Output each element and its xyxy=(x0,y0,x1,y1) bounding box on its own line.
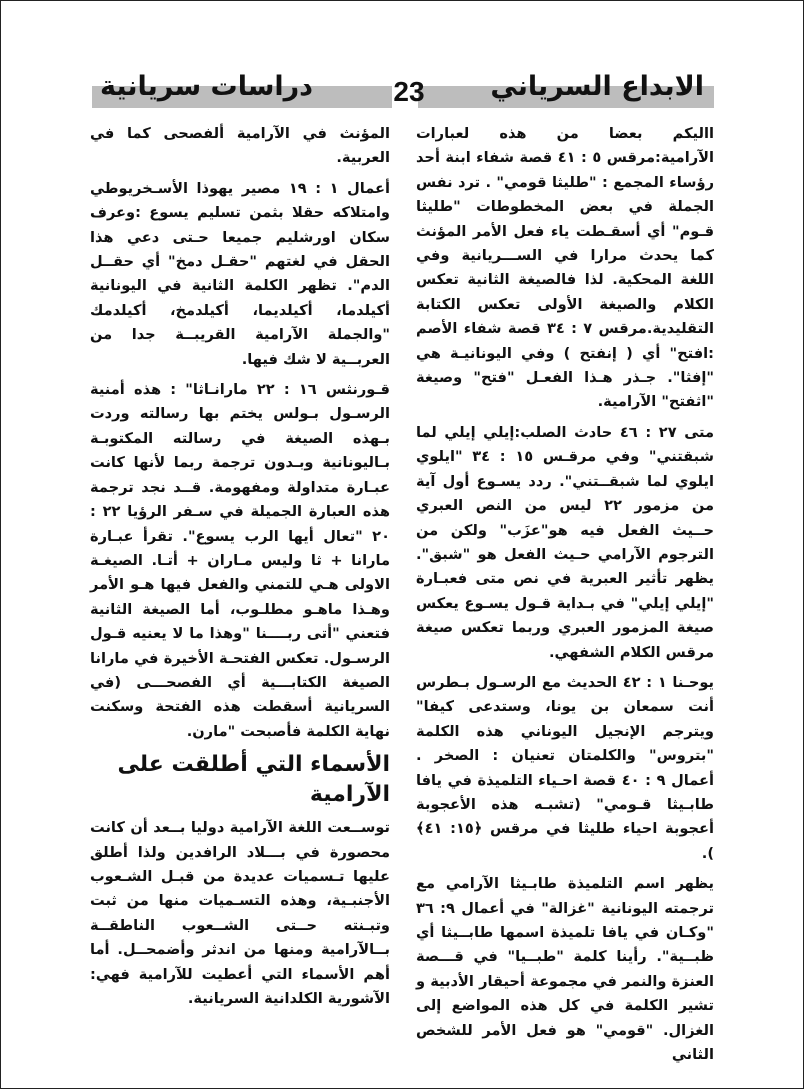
paragraph: قـورنثس ١٦ : ٢٢ مارانـاثا" : هذه أمنية الرسـول بـولس يختم بها رسالته وردت بـهذه الصيغة في رسالته المكتوبـة بـاليونانية وبـدون ترجمة ربما لأنها كانت عبـارة متداولة ومفهومة. قــد نجد ترجمة هذه العبارة الجميلة في سـفر الرؤيا ٢٢ : ٢٠ "تعال أيها الرب يسوع". تقرأ عبـارة مارانا + ثا وليس مـاران + أتـا. الصيغـة الاولى هـي للتمني والفعل فيها هـو الأمر وهـذا ماهـو مطلـوب، أما الصيغة الثانية فتعني "أتى ربــــنا "وهذا ما لا يعنيه قـول الرسـول. تعكس الفتحـة الأخيرة في مارانا الصيغة الكتابـــية أي الفصحـــى (في السريانية أسقطت هذه الفتحة وسكنت نهاية الكلمة فأصبحت "مارن. xyxy=(90,381,390,740)
section-title: دراسات سريانية xyxy=(100,71,314,102)
page-number: 23 xyxy=(393,76,425,107)
paragraph: المؤنث في الآرامية ألفصحى كما في العربية. xyxy=(90,125,390,167)
magazine-title: الابداع السرياني xyxy=(490,71,704,102)
page-header xyxy=(0,70,804,120)
paragraph: يظهر اسم التلميذة طابـيثا الآرامي مع ترجمته اليونانية "غزالة" في أعمال ٩: ٣٦ "وكـان في يافا تلميذة اسمها طابــيثا أي ظبــية". رأينا كلمة "طبــيا" في قـــصة العنزة والنمر في مجموعة أحيقار الأدبية و تشير الكلمة في كل هذه المواضع إلى الغزال. "قومي" هو فعل الأمر للشخص الثاني xyxy=(416,875,714,1064)
paragraph: االيكم بعضا من هذه لعبارات الآرامية:مرقس ٥ : ٤١ قصة شفاء ابنة أحد رؤساء المجمع : "طليثا قومي" . ترد نفس الجملة في بعض المخطوطات "طليثا قـوم" أي أسقـطت ياء فعل الأمر المؤنث كما يحدث مرارا في الســـريانية وفي اللغة المحكية. لذا فالصيغة الثانية تعكس الكلام والصيغة الأولى تعكس الكتابة التقليدية.مرقس ٧ : ٣٤ قصة شفاء الأصم :افتح" أي ( إنفتح ) وفي اليونانيـة هي "إفثا". جـذر هـذا الفعـل "فتح" وصيغة "اثفتح" الآرامية. xyxy=(416,125,714,411)
paragraph: توســعت اللغة الآرامية دوليا بــعد أن كانت محصورة في بـــلاد الرافدين ولذا أطلق عليها تـسميات عديدة من قبـل الشـعوب الأجنبـية، وهذه التسـميات منها من ثبت وتبـنته حــتى الشــعوب الناطقــة بــالآرامية ومنها من اندثر وأضمحــل. أما أهم الأسماء التي أعطيت للآرامية فهي: الآشورية الكلدانية السريانية. xyxy=(90,819,390,1007)
paragraph: يوحـنا ١ : ٤٢ الحديث مع الرسـول بـطرس أنت سمعان بن يونا، وستدعى كيفا" ويترجم الإنجيل اليوناني هذه الكلمة "بتروس" والكلمتان تعنيان : الصخر . أعمال ٩ : ٤٠ قصة احـياء التلميذة في يافا طابـيثا قـومي" (تشبـه هذه الأعجوبة أعجوبة احياء طليثا في مرقس ﴿١٥: ٤١﴾ ). xyxy=(416,673,715,862)
paragraph: متى ٢٧ : ٤٦ حادث الصلب:إيلي إيلي لما شبقتني" وفي مرقـس ١٥ : ٣٤ "ايلوي ايلوي لما شبقــتني". ردد يسـوع أول آية من مزمور ٢٢ ليس من النص العبري حــيث الفعل فيه هو"عزَب" ولكن من الترجوم الآرامي حـيث الفعل هو "شبق". يظهر تأثير العبرية في نص متى فعبـارة "إيلي إيلي" في بـداية قـول يسـوع يعكس صيغة المزمور العبري وربما تعكس صيغة مرقس الكلام الشفهي. xyxy=(416,423,715,661)
section-heading: الأسماء التي أطلقت على الآرامية xyxy=(117,752,390,808)
paragraph: أعمال ١ : ١٩ مصير يهوذا الأسـخريوطي وامتلاكه حقلا بثمن تسليم يسوع :وعرف سكان اورشليم جميعا حـتى دعي هذا الحقل في لغتهم "حقـل دمخ" أي حقــل الدم". تظهر الكلمة الثانية في اليونانية أكيلدما، أكيلديما، أكيلدمخ، أكيلدمك "والجملة الآرامية القريبــة جدا من العربــية لا شك فيها. xyxy=(90,179,390,368)
right-column xyxy=(416,122,714,1073)
left-column xyxy=(90,122,390,1017)
